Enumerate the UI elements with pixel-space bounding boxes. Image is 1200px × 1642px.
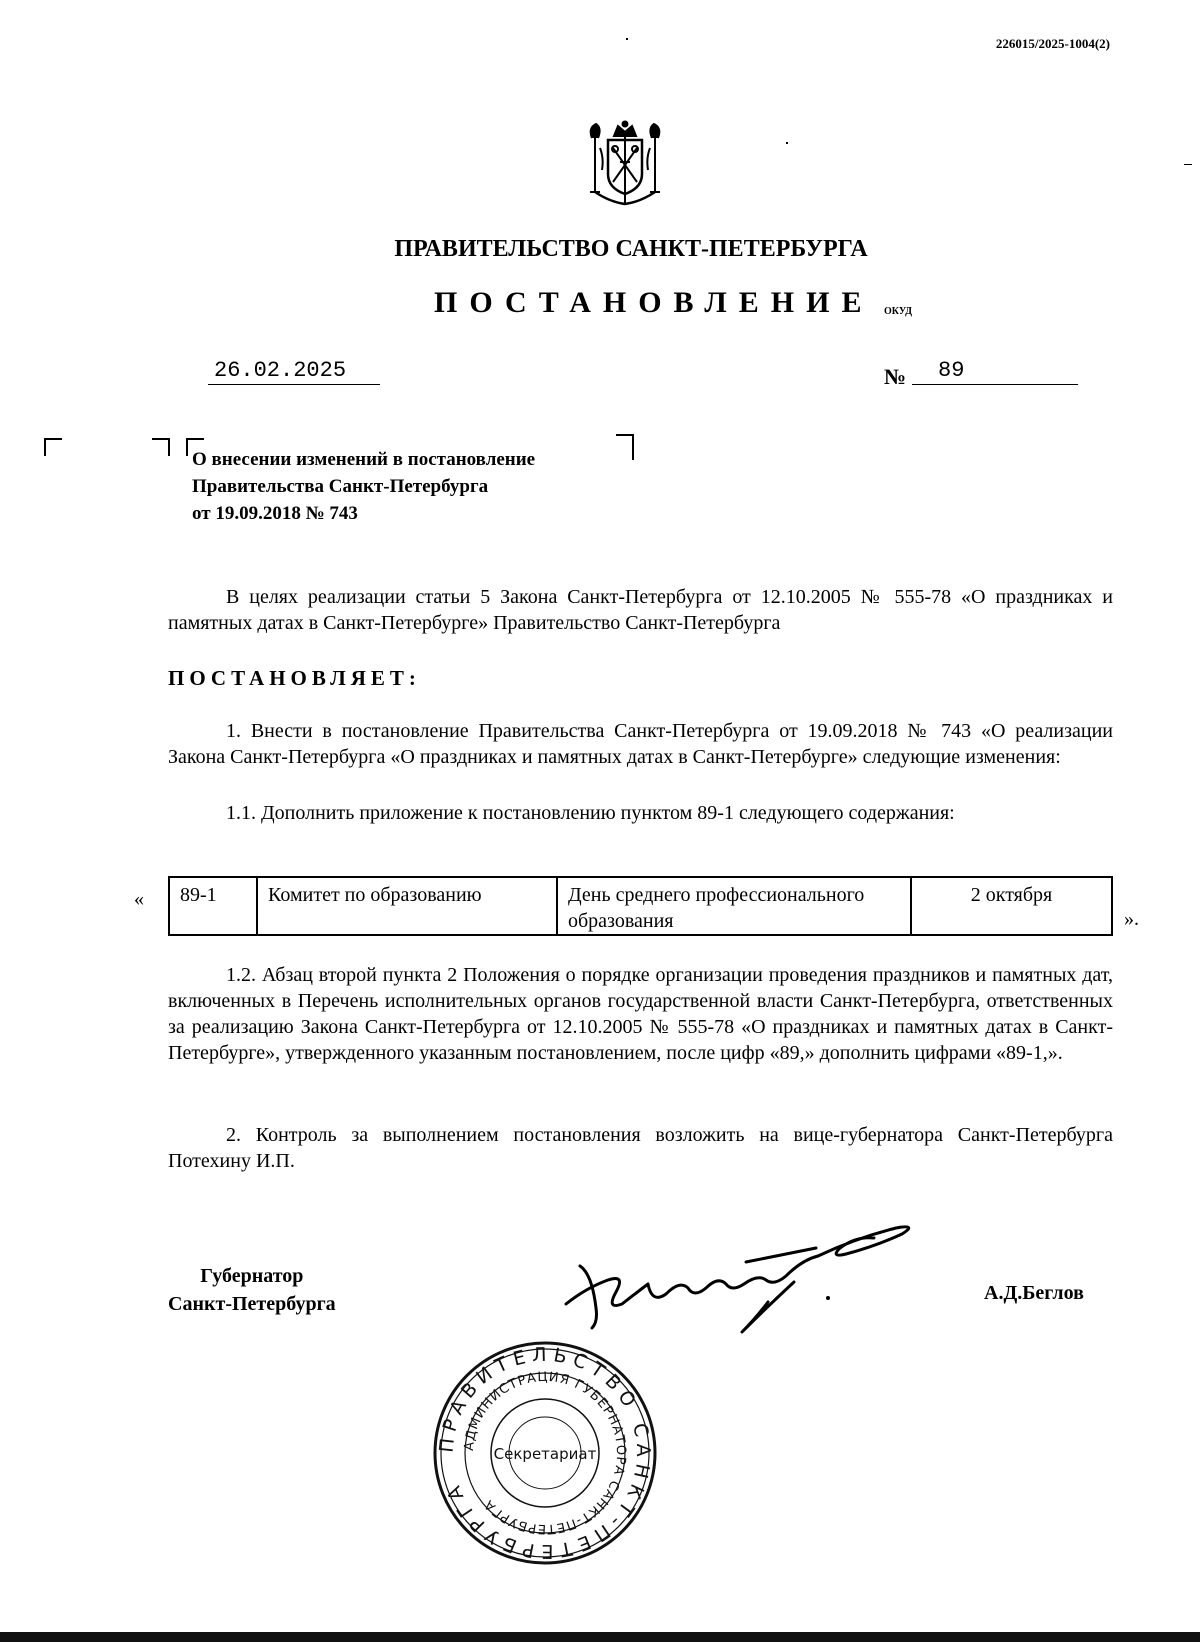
subject-line: от 19.09.2018 № 743 bbox=[192, 503, 358, 524]
item-1-1: 1.1. Дополнить приложение к постановлению пунктом 89-1 следующего содержания: bbox=[226, 802, 955, 824]
signer-name: А.Д.Беглов bbox=[984, 1282, 1084, 1304]
quote-open: « bbox=[134, 888, 144, 910]
item-1-2: 1.2. Абзац второй пункта 2 Положения о порядке организации проведения праздников и памятных дат, включенных в Перечень исполнительных органов государственной власти Санкт-Петербурга, ответственных за реализацию Закона Санкт-Петербурга от 12.10.2005 № 555-78 «О праздниках и памятных датах в Санкт-Петербурге», утвержденного указанным постановлением, после цифр «89,» дополнить цифрами «89-1,». bbox=[168, 964, 1113, 1064]
signer-title bbox=[168, 1262, 336, 1318]
preamble: В целях реализации статьи 5 Закона Санкт-Петербурга от 12.10.2005 № 555-78 «О праздниках и памятных датах в Санкт-Петербурге» Правительство Санкт-Петербурга bbox=[168, 586, 1113, 634]
subject-line: О внесении изменений в постановление bbox=[192, 449, 536, 470]
handwritten-signature bbox=[556, 1218, 936, 1348]
signer-title-line: Губернатор bbox=[200, 1265, 304, 1287]
stamp-outer-text: ПРАВИТЕЛЬСТВО САНКТ-ПЕТЕРБУРГА bbox=[435, 1343, 655, 1563]
secretariat-stamp bbox=[430, 1338, 660, 1568]
corner-bracket bbox=[44, 438, 62, 456]
table-cell-date: 2 октября bbox=[911, 877, 1112, 935]
scan-speck bbox=[626, 38, 628, 40]
subject-line: Правительства Санкт-Петербурга bbox=[192, 476, 489, 497]
government-title: ПРАВИТЕЛЬСТВО САНКТ-ПЕТЕРБУРГА bbox=[394, 236, 868, 262]
item-2: 2. Контроль за выполнением постановления возложить на вице-губернатора Санкт-Петербурга Потехину И.П. bbox=[168, 1124, 1113, 1172]
signer-title-line: Санкт-Петербурга bbox=[168, 1293, 336, 1315]
document-number: 89 bbox=[912, 358, 1078, 385]
stamp-inner-text: АДМИНИСТРАЦИЯ ГУБЕРНАТОРА САНКТ-ПЕТЕРБУРГА bbox=[461, 1369, 629, 1537]
resolves-heading: ПОСТАНОВЛЯЕТ: bbox=[168, 666, 421, 690]
corner-bracket bbox=[616, 434, 634, 460]
scan-speck bbox=[1184, 164, 1192, 165]
corner-bracket bbox=[152, 438, 170, 456]
okud-label: ОКУД bbox=[884, 306, 913, 317]
registration-number: 226015/2025-1004(2) bbox=[995, 36, 1110, 51]
coat-of-arms-icon bbox=[580, 118, 670, 210]
quote-close: ». bbox=[1124, 908, 1139, 930]
table-cell-holiday: День среднего профессионального образования bbox=[557, 877, 911, 935]
table-cell-body: Комитет по образованию bbox=[257, 877, 557, 935]
table-cell-number: 89-1 bbox=[169, 877, 257, 935]
table-row bbox=[169, 877, 1112, 935]
item-1: 1. Внести в постановление Правительства Санкт-Петербурга от 19.09.2018 № 743 «О реализации Закона Санкт-Петербурга «О праздниках и памятных датах в Санкт-Петербурге» следующие изменения: bbox=[168, 720, 1113, 768]
stamp-center-text: Секретариат bbox=[493, 1445, 597, 1463]
scan-edge bbox=[0, 1632, 1200, 1642]
holiday-table bbox=[168, 876, 1113, 936]
number-label: № bbox=[884, 364, 907, 389]
document-subject bbox=[192, 446, 535, 527]
document-type: ПОСТАНОВЛЕНИЕ bbox=[434, 286, 874, 319]
document-date: 26.02.2025 bbox=[208, 358, 380, 385]
scan-speck bbox=[786, 142, 788, 144]
